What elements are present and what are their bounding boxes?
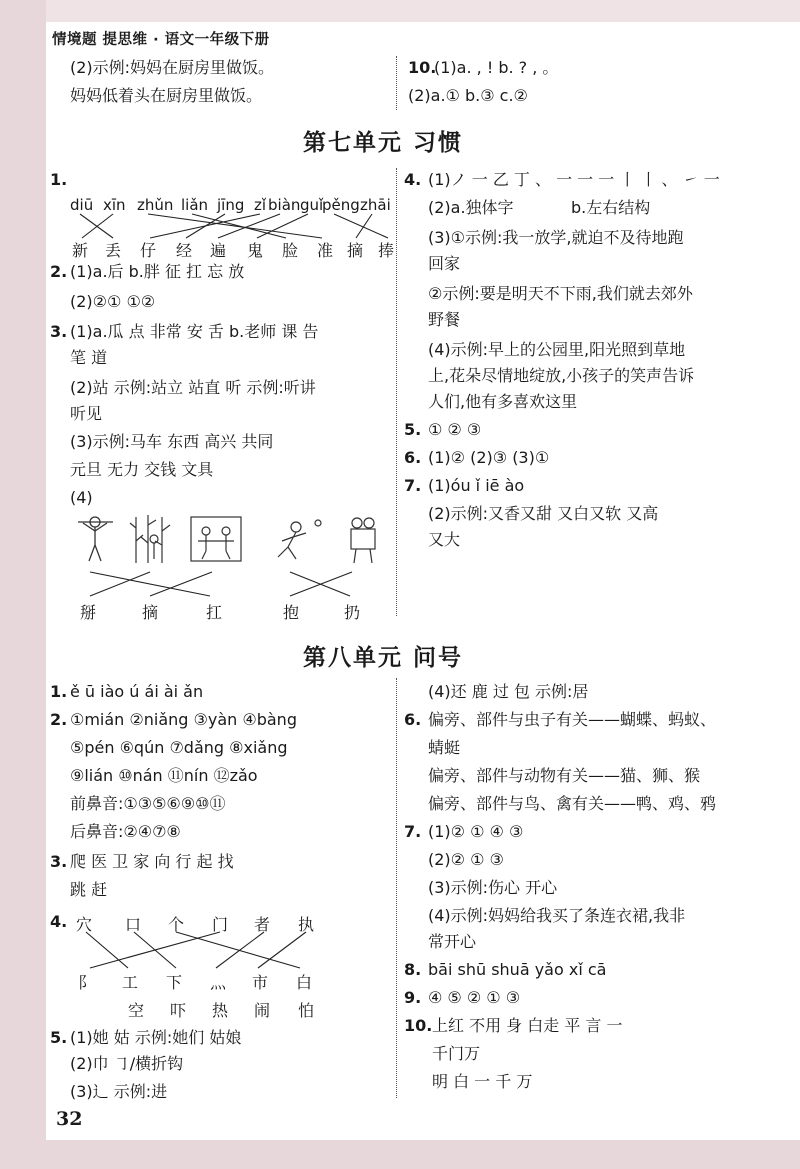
component-bot-1: 空 (128, 1001, 145, 1020)
component-top-4: 门 (212, 915, 229, 934)
picture-carrying-icon (73, 513, 119, 565)
page-number: 32 (56, 1108, 83, 1130)
u7-q4-line-7: (4)示例:早上的公园里,阳光照到草地 (428, 340, 686, 359)
pinyin-3: zhǔn (137, 196, 174, 214)
verb-1: 掰 (80, 603, 97, 622)
u8-q6-line-4: 偏旁、部件与鸟、禽有关——鸭、鸡、鸦 (428, 794, 717, 813)
u7-q3-line-5: (3)示例:马车 东西 高兴 共同 (70, 432, 274, 451)
unit7-title: 第七单元 习惯 (303, 130, 464, 156)
question-number: 4. (404, 170, 422, 189)
pinyin-4: liǎn (181, 196, 209, 214)
u7-q4-line-9: 人们,他有多喜欢这里 (428, 392, 578, 411)
top-left-line-2: 妈妈低着头在厨房里做饭。 (70, 86, 263, 105)
u7-q3-line-1: (1)a.瓜 点 非常 安 舌 b.老师 课 告 (70, 322, 319, 341)
picture-wood-icon (190, 513, 242, 565)
question-number: 7. (404, 822, 422, 841)
u8-q7-line-4: (4)示例:妈妈给我买了条连衣裙,我非 (428, 906, 686, 925)
u8-q9: ④ ⑤ ② ① ③ (428, 988, 521, 1007)
question-number: 1. (50, 682, 68, 701)
u7-q3-line-4: 听见 (70, 404, 103, 423)
page-frame-top (46, 0, 800, 22)
component-bot-3: 热 (212, 1001, 229, 1020)
char-4: 经 (176, 241, 193, 260)
component-bot-5: 怕 (298, 1001, 315, 1020)
char-1: 新 (72, 241, 89, 260)
u8-q2-line-2: ⑤pén ⑥qún ⑦dǎng ⑧xiǎng (70, 738, 288, 757)
u8-q5-line-2: (2)巾 ㇆/横折钩 (70, 1054, 184, 1073)
pinyin-6: zǐ (254, 196, 267, 214)
question-number: 8. (404, 960, 422, 979)
question-number: 5. (404, 420, 422, 439)
u7-q4-line-6: 野餐 (428, 310, 461, 329)
verb-4: 抱 (283, 603, 300, 622)
pinyin-9: pěng (322, 196, 360, 214)
component-bot-4: 闹 (254, 1001, 271, 1020)
char-5: 遍 (210, 241, 227, 260)
char-2: 丢 (105, 241, 122, 260)
question-number: 6. (404, 710, 422, 729)
u7-q4-line-5: ②示例:要是明天不下雨,我们就去郊外 (428, 284, 693, 303)
component-mid-4: 灬 (210, 973, 227, 992)
u7-q4-line-2a: (2)a.独体字 (428, 198, 514, 217)
u8-q10-line-3: 明 白 一 千 万 (432, 1072, 533, 1091)
picture-corn-icon (128, 513, 174, 565)
u7-q3-line-7: (4) (70, 488, 93, 507)
u7-q3-line-6: 元旦 无力 交钱 文具 (70, 460, 214, 479)
u8-q3-line-2: 跳 赶 (70, 880, 108, 899)
u7-q4-line-2b: b.左右结构 (571, 198, 651, 217)
question-number: 7. (404, 476, 422, 495)
char-8: 准 (317, 241, 334, 260)
question-number: 4. (50, 912, 68, 931)
u7-q4-line-1: (1)ノ 一 乙 丁 、 一 一 一 丨 丨 、 ㇀ 一 (428, 170, 720, 189)
question-number: 1. (50, 170, 68, 189)
u7-q4-line-8: 上,花朵尽情地绽放,小孩子的笑声告诉 (428, 366, 695, 385)
u7-q4-line-4: 回家 (428, 254, 461, 273)
question-number: 6. (404, 448, 422, 467)
top-left-line-1: (2)示例:妈妈在厨房里做饭。 (70, 58, 275, 77)
u8-q2-line-1: ①mián ②niǎng ③yàn ④bàng (70, 710, 297, 729)
matching-lines-components (0, 924, 400, 974)
picture-hugging-icon (340, 513, 386, 565)
char-3: 仔 (140, 241, 157, 260)
u8-q7-line-2: (2)② ① ③ (428, 850, 504, 869)
u8-q6-line-3: 偏旁、部件与动物有关——猫、狮、猴 (428, 766, 701, 785)
pinyin-8: guǐ (300, 196, 324, 214)
page-frame-bottom (0, 1140, 800, 1169)
u7-q4-line-3: (3)①示例:我一放学,就迫不及待地跑 (428, 228, 684, 247)
pinyin-2: xīn (103, 196, 126, 214)
u7-q3-line-2: 笔 道 (70, 348, 108, 367)
u8-q7-line-5: 常开心 (428, 932, 477, 951)
question-number: 2. (50, 262, 68, 281)
u8-q5-line-3: (3)辶 示例:进 (70, 1082, 168, 1101)
u8-q2-line-3: ⑨lián ⑩nán ⑪nín ⑫zǎo (70, 766, 258, 785)
question-number: 10. (408, 58, 437, 77)
column-divider (396, 678, 397, 1098)
component-mid-6: 白 (296, 973, 313, 992)
running-header: 情境题 提思维 · 语文一年级下册 (52, 32, 270, 48)
question-number: 10. (404, 1016, 433, 1035)
u8-q3-line-1: 爬 医 卫 家 向 行 起 找 (70, 852, 234, 871)
u7-q3-line-3: (2)站 示例:站立 站直 听 示例:听讲 (70, 378, 316, 397)
matching-lines-pictures (0, 566, 400, 606)
u7-q2-line-1: (1)a.后 b.胖 征 扛 忘 放 (70, 262, 245, 281)
u8-q1: ě ū iào ú ái ài ǎn (70, 682, 204, 701)
u8-q8: bāi shū shuā yǎo xǐ cā (428, 960, 607, 979)
question-number: 5. (50, 1028, 68, 1047)
pinyin-7: biàn (268, 196, 301, 214)
u8-q6-line-1: 偏旁、部件与虫子有关——蝴蝶、蚂蚁、 (428, 710, 717, 729)
unit8-title: 第八单元 问号 (303, 645, 464, 671)
pinyin-10: zhāi (360, 196, 391, 214)
top-q10-line-1: (1)a. , ! b. ? , 。 (434, 58, 559, 77)
component-top-6: 执 (298, 915, 315, 934)
picture-throwing-icon (266, 513, 324, 565)
component-bot-2: 吓 (170, 1001, 187, 1020)
u7-q2-line-2: (2)②① ①② (70, 292, 156, 311)
question-number: 2. (50, 710, 68, 729)
component-top-1: 穴 (76, 915, 93, 934)
column-divider (396, 56, 397, 110)
component-mid-5: 市 (252, 973, 269, 992)
component-mid-2: 工 (122, 973, 139, 992)
u8-q7-line-3: (3)示例:伤心 开心 (428, 878, 558, 897)
u8-q6-line-2: 蜻蜓 (428, 738, 461, 757)
pinyin-5: jīng (217, 196, 245, 214)
question-number: 9. (404, 988, 422, 1007)
u7-q7-line-3: 又大 (428, 530, 461, 549)
u8-q10-line-1: 上红 不用 身 白走 平 言 一 (432, 1016, 623, 1035)
u7-q5: ① ② ③ (428, 420, 482, 439)
u8-q5-line-4: (4)还 鹿 过 包 示例:居 (428, 682, 589, 701)
u8-q10-line-2: 千门万 (432, 1044, 481, 1063)
component-top-5: 者 (254, 915, 271, 934)
u8-q2-line-5: 后鼻音:②④⑦⑧ (70, 822, 181, 841)
component-mid-1: 阝 (78, 973, 95, 992)
u8-q7-line-1: (1)② ① ④ ③ (428, 822, 524, 841)
u7-q7-line-2: (2)示例:又香又甜 又白又软 又高 (428, 504, 659, 523)
question-number: 3. (50, 322, 68, 341)
component-mid-3: 下 (166, 973, 183, 992)
pinyin-1: diū (70, 196, 94, 214)
u8-q5-line-1: (1)她 姑 示例:她们 姑娘 (70, 1028, 242, 1047)
verb-2: 摘 (142, 603, 159, 622)
component-top-2: 口 (125, 915, 142, 934)
char-9: 摘 (347, 241, 364, 260)
char-7: 脸 (282, 241, 299, 260)
char-6: 鬼 (247, 241, 264, 260)
top-q10-line-2: (2)a.① b.③ c.② (408, 86, 528, 105)
component-top-3: 个 (168, 915, 185, 934)
verb-5: 扔 (344, 603, 361, 622)
u7-q7-line-1: (1)óu ǐ iē ào (428, 476, 525, 495)
matching-lines-pinyin (0, 200, 400, 260)
u8-q2-line-4: 前鼻音:①③⑤⑥⑨⑩⑪ (70, 794, 226, 813)
question-number: 3. (50, 852, 68, 871)
u7-q6: (1)② (2)③ (3)① (428, 448, 550, 467)
char-10: 捧 (378, 241, 395, 260)
verb-3: 扛 (206, 603, 223, 622)
